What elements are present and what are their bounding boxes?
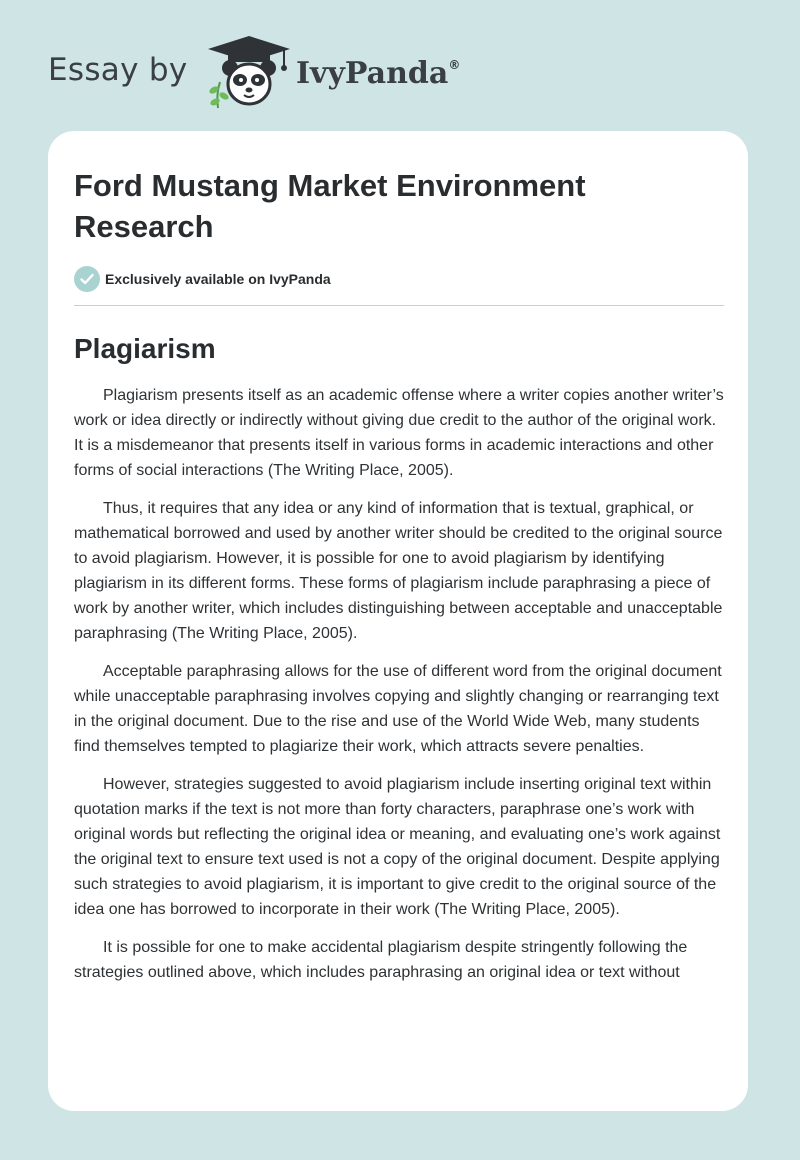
site-header (48, 34, 508, 114)
checkmark-icon (74, 266, 100, 292)
paragraph: Acceptable paraphrasing allows for the use of different word from the original document while unacceptable paraphrasing involves copying and slightly changing or rearranging text in the original document. Due to the rise and use of the World Wide Web, many students find themselves tempted to plagiarize their work, which attracts severe penalties. (74, 663, 722, 755)
paragraph: It is possible for one to make accidental plagiarism despite stringently following the strategies outlined above, which includes paraphrasing an original idea or text without (74, 939, 688, 981)
section-heading: Plagiarism (74, 333, 216, 364)
essay-by-label: Essay by (48, 52, 188, 88)
essay-body (74, 383, 724, 985)
paragraph: Plagiarism presents itself as an academic offense where a writer copies another writer’s work or idea directly or indirectly without giving due credit to the author of the original work. It is a misdemeanor that presents itself in various forms in academic interactions and other forms of social interactions (The Writing Place, 2005). (74, 387, 724, 479)
divider (74, 305, 724, 306)
essay-card (48, 131, 748, 1111)
essay-content (74, 165, 724, 998)
badge-label: Exclusively available on IvyPanda (105, 271, 331, 287)
brand-text: IvyPanda (296, 56, 449, 91)
paragraph: Thus, it requires that any idea or any kind of information that is textual, graphical, or mathematical borrowed and used by another writer should be credited to the original source to avoid plagiarism. However, it is possible for one to avoid plagiarism by identifying plagiarism in its different forms. These forms of plagiarism include paraphrasing a piece of work by another writer, which includes distinguishing between acceptable and unacceptable paraphrasing (The Writing Place, 2005). (74, 500, 723, 642)
panda-graduate-icon[interactable] (204, 34, 294, 110)
brand-name[interactable] (296, 56, 460, 91)
paragraph: However, strategies suggested to avoid plagiarism include inserting original text within quotation marks if the text is not more than forty characters, paraphrase one’s work with original words but reflecting the original idea or meaning, and evaluating one’s work against the original text to ensure text used is not a copy of the original document. Despite applying such strategies to avoid plagiarism, it is important to give credit to the original source of the idea one has borrowed to incorporate in their work (The Writing Place, 2005). (74, 776, 721, 918)
exclusive-badge (74, 265, 724, 293)
registered-mark: ® (448, 58, 461, 72)
essay-title: Ford Mustang Market Environment Research (74, 168, 586, 244)
